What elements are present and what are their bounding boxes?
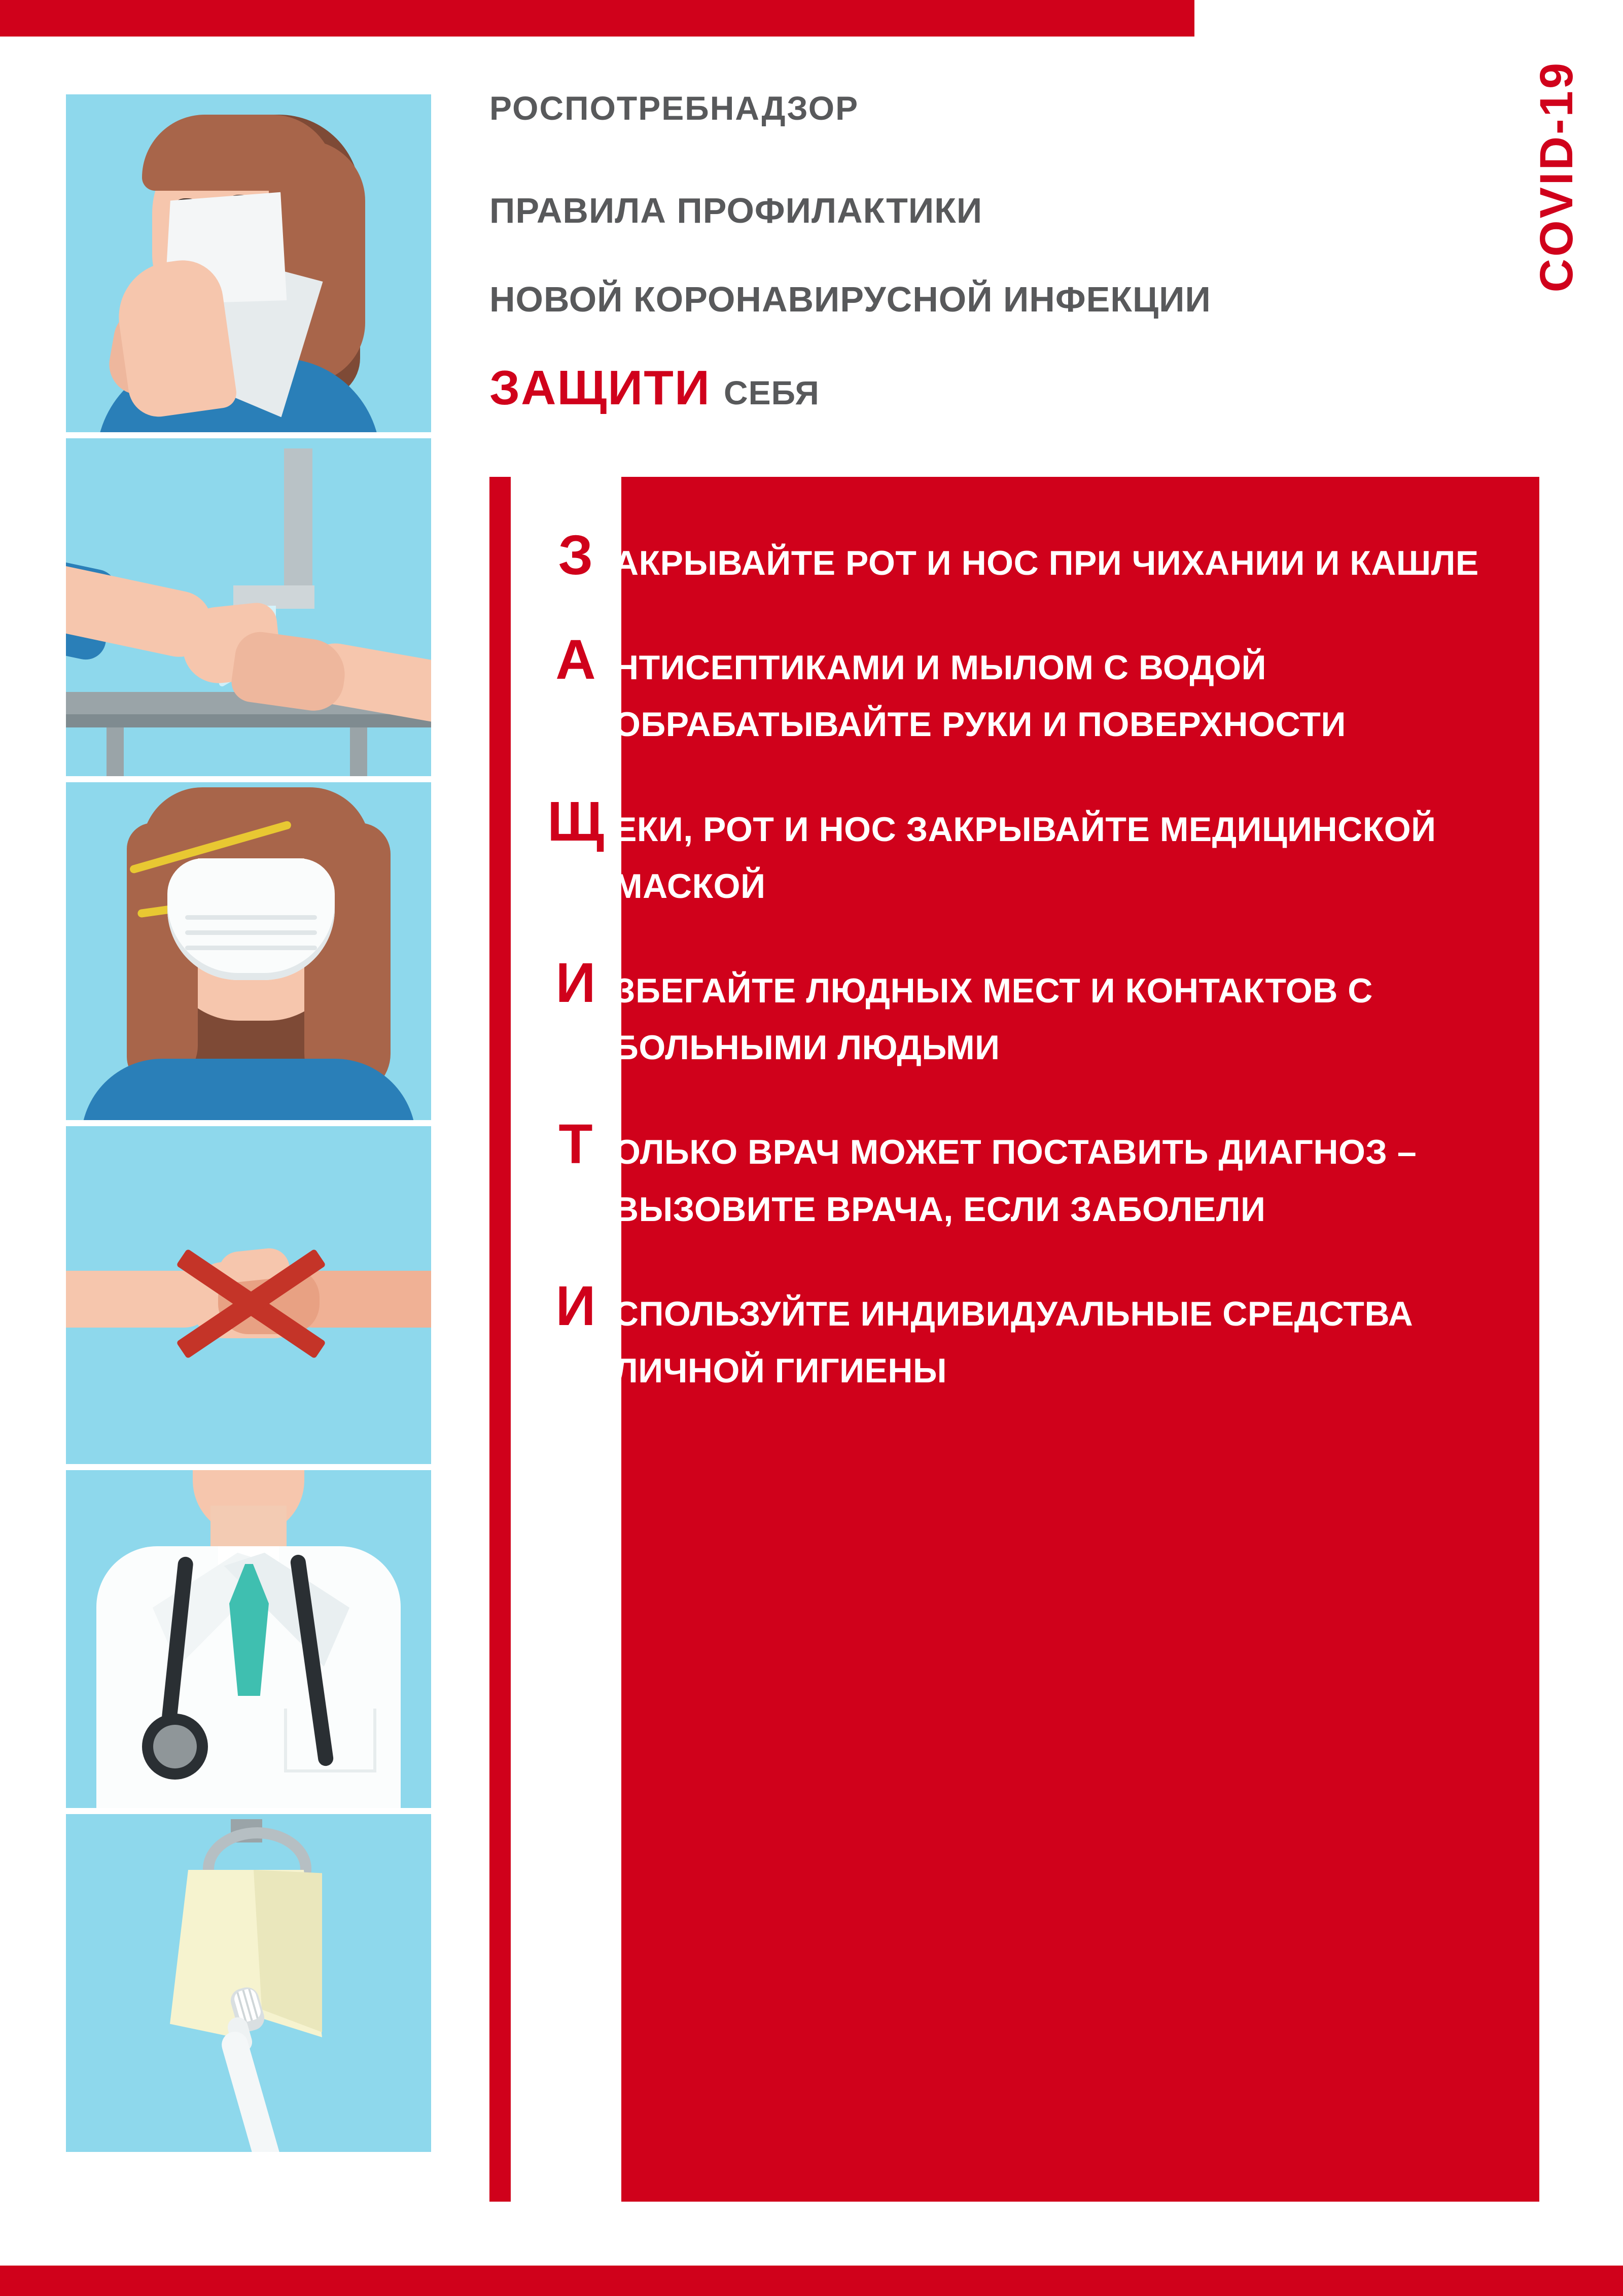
- list-item: [538, 524, 1547, 592]
- top-red-bar: [0, 0, 1194, 37]
- rule-initial-letter: Т: [558, 1113, 593, 1176]
- rules-list: [538, 524, 1547, 1440]
- rule-initial-letter: З: [558, 524, 593, 586]
- rule-text: ЕКИ, РОТ И НОС ЗАКРЫВАЙТЕ МЕДИЦИНСКОЙ МАСКОЙ: [614, 810, 1436, 906]
- protect-word: ЗАЩИТИ: [489, 361, 711, 415]
- headline-line-1: ПРАВИЛА ПРОФИЛАКТИКИ: [489, 191, 983, 230]
- list-item: [538, 1274, 1547, 1399]
- yourself-word: СЕБЯ: [723, 374, 820, 411]
- towel-toothbrush-illustration: [66, 1814, 431, 2152]
- rule-text: ЗБЕГАЙТЕ ЛЮДНЫХ МЕСТ И КОНТАКТОВ С БОЛЬНЫМИ ЛЮДЬМИ: [614, 971, 1373, 1067]
- sneeze-into-tissue-illustration: [66, 94, 431, 432]
- rule-initial-letter: Щ: [547, 790, 605, 853]
- organization-title: РОСПОТРЕБНАДЗОР: [489, 89, 859, 127]
- rule-initial-letter: И: [555, 951, 596, 1014]
- respirator-mask-illustration: [66, 782, 431, 1120]
- bottom-red-bar: [0, 2266, 1623, 2296]
- covid-19-label: COVID-19: [1531, 61, 1582, 293]
- headline-line-2: НОВОЙ КОРОНАВИРУСНОЙ ИНФЕКЦИИ: [489, 280, 1211, 319]
- rule-text: НТИСЕПТИКАМИ И МЫЛОМ С ВОДОЙ ОБРАБАТЫВАЙТЕ РУКИ И ПОВЕРХНОСТИ: [614, 648, 1346, 744]
- list-item: [538, 1113, 1547, 1237]
- list-item: [538, 629, 1547, 753]
- rule-text: АКРЫВАЙТЕ РОТ И НОС ПРИ ЧИХАНИИ И КАШЛЕ: [614, 544, 1479, 582]
- washing-hands-illustration: [66, 438, 431, 776]
- rules-accent-stripe: [489, 477, 511, 2202]
- rule-initial-letter: И: [555, 1274, 596, 1337]
- list-item: [538, 951, 1547, 1076]
- rule-initial-letter: А: [555, 629, 596, 691]
- protect-yourself-heading: [489, 360, 820, 416]
- rule-text: СПОЛЬЗУЙТЕ ИНДИВИДУАЛЬНЫЕ СРЕДСТВА ЛИЧНОЙ ГИГИЕНЫ: [614, 1294, 1414, 1390]
- no-handshake-illustration: [66, 1126, 431, 1464]
- list-item: [538, 790, 1547, 915]
- illustration-column: [66, 94, 431, 2152]
- doctor-stethoscope-illustration: [66, 1470, 431, 1808]
- rule-text: ОЛЬКО ВРАЧ МОЖЕТ ПОСТАВИТЬ ДИАГНОЗ – ВЫЗОВИТЕ ВРАЧА, ЕСЛИ ЗАБОЛЕЛИ: [614, 1133, 1417, 1229]
